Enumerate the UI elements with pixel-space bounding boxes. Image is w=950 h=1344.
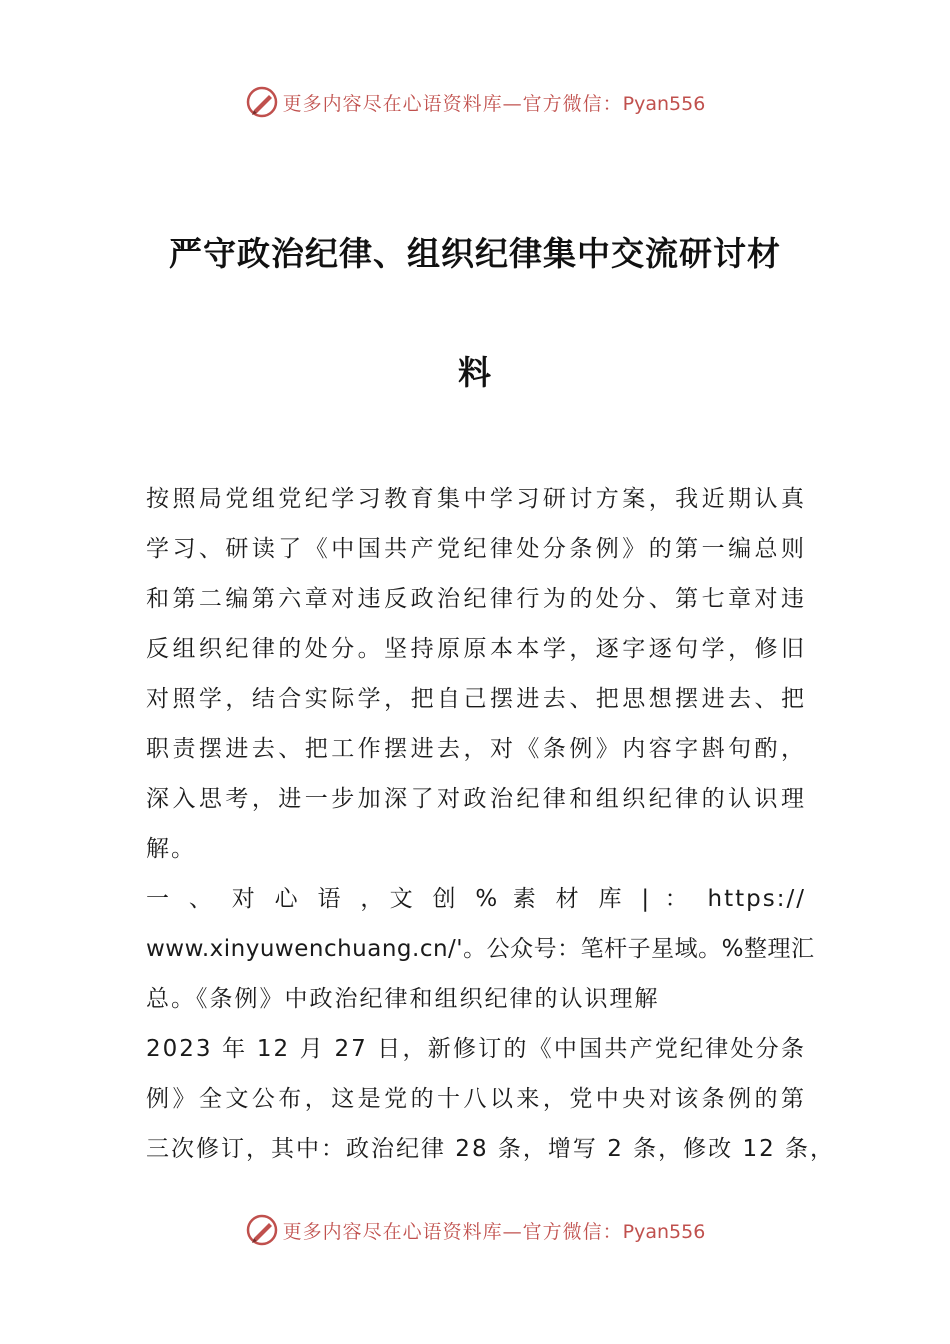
body-line: 反组织纪律的处分。坚持原原本本学，逐字逐句学，修旧 [146,636,806,662]
body-line: 总。《条例》中政治纪律和组织纪律的认识理解 [146,986,660,1012]
watermark-text: 更多内容尽在心语资料库—官方微信：Pyan556 [282,1220,706,1243]
document-title-line-1: 严守政治纪律、组织纪律集中交流研讨材 [169,234,781,273]
body-line: 例》全文公布，这是党的十八以来，党中央对该条例的第 [146,1086,806,1112]
watermark-banner-top [0,82,950,122]
body-line: 解。 [146,836,196,862]
body-line: 对照学，结合实际学，把自己摆进去、把思想摆进去、把 [146,686,806,712]
body-line: 深入思考，进一步加深了对政治纪律和组织纪律的认识理 [146,786,806,812]
body-line: 2023 年 12 月 27 日，新修订的《中国共产党纪律处分条 [146,1036,806,1062]
pen-logo-icon [245,85,279,119]
body-line: 学习、研读了《中国共产党纪律处分条例》的第一编总则 [146,536,806,562]
watermark-text: 更多内容尽在心语资料库—官方微信：Pyan556 [282,92,706,115]
body-line: 一 、 对 心 语 ，文 创 % 素 材 库 | ： https:// [146,886,806,912]
pen-logo-icon [245,1213,279,1247]
document-body [146,478,836,1178]
body-line: 和第二编第六章对违反政治纪律行为的处分、第七章对违 [146,586,806,612]
body-line: www.xinyuwenchuang.cn/'。公众号：笔杆子星域。%整理汇 [146,936,815,962]
document-title-line-2: 料 [458,353,492,392]
body-line: 按照局党组党纪学习教育集中学习研讨方案，我近期认真 [146,486,806,512]
watermark-banner-bottom [0,1210,950,1250]
body-line: 职责摆进去、把工作摆进去，对《条例》内容字斟句酌， [146,736,806,762]
body-line: 三次修订，其中：政治纪律 28 条，增写 2 条，修改 12 条， [146,1136,836,1162]
